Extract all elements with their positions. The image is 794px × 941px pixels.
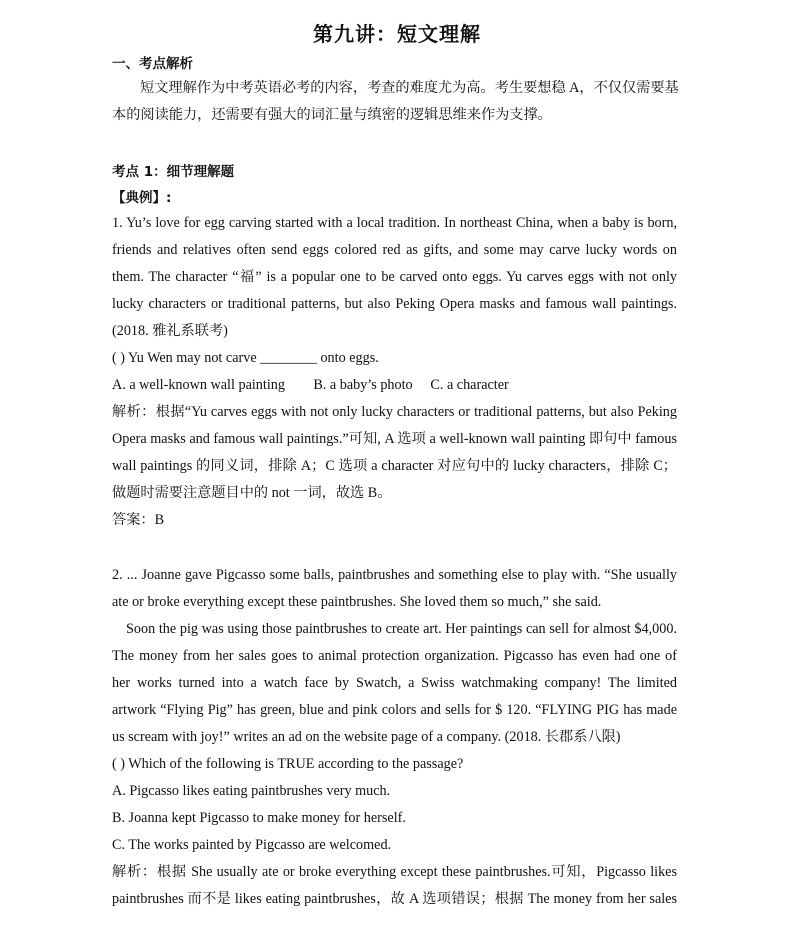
intro-paragraph-line-1: 短文理解作为中考英语必考的内容，考查的难度尤为高。考生要想稳 A，不仅仅需要基 bbox=[140, 80, 679, 96]
q2-passage-line: her works turned into a watch face by Swatch, a Swiss watchmaking company! The limited bbox=[112, 675, 677, 691]
q1-passage-line: lucky characters or traditional patterns, but also Peking Opera masks and famous wall paintings. bbox=[112, 296, 677, 312]
q1-analysis-line: 做题时需要注意题目中的 not 一词，故选 B。 bbox=[112, 485, 392, 501]
q2-passage-line: The money from her sales goes to animal protection organization. Pigcasso has even had one of bbox=[112, 648, 677, 664]
q1-question: ( ) Yu Wen may not carve ________ onto eggs. bbox=[112, 350, 379, 366]
q2-option-c: C. The works painted by Pigcasso are welcomed. bbox=[112, 837, 392, 853]
q2-option-a: A. Pigcasso likes eating paintbrushes very much. bbox=[112, 783, 391, 799]
q2-option-b: B. Joanna kept Pigcasso to make money for herself. bbox=[112, 810, 406, 826]
q2-analysis-line: 解析：根据 She usually ate or broke everything except these paintbrushes.可知，Pigcasso likes bbox=[112, 864, 677, 880]
kaodian-heading: 考点 1：细节理解题 bbox=[112, 164, 235, 180]
section-heading: 一、考点解析 bbox=[112, 56, 193, 72]
q1-analysis-line: wall paintings 的同义词，排除 A；C 选项 a character 对应句中的 lucky characters，排除 C； bbox=[112, 458, 677, 474]
q2-passage-line: artwork “Flying Pig” has green, blue and pink colors and sells for $ 120. “FLYING PIG has made bbox=[112, 702, 677, 718]
q2-passage-line: us scream with joy!” writes an ad on the website page of a company. (2018. 长郡系八限) bbox=[112, 729, 621, 745]
q2-analysis-line: paintbrushes 而不是 likes eating paintbrushes，故 A 选项错误；根据 The money from her sales bbox=[112, 891, 677, 907]
q2-passage-line: 2. ... Joanne gave Pigcasso some balls, paintbrushes and something else to play with. “She usually bbox=[112, 567, 677, 583]
q1-answer: 答案：B bbox=[112, 512, 165, 528]
q2-passage-line: ate or broke everything except these paintbrushes. She loved them so much,” she said. bbox=[112, 594, 602, 610]
q2-passage-line: Soon the pig was using those paintbrushes to create art. Her paintings can sell for almost $4,000. bbox=[126, 621, 677, 637]
q1-passage-source: (2018. 雅礼系联考) bbox=[112, 323, 228, 339]
q1-passage-line: friends and relatives often send eggs colored red as gifts, and some may carve lucky words on bbox=[112, 242, 677, 258]
intro-paragraph-line-2: 本的阅读能力，还需要有强大的词汇量与缜密的逻辑思维来作为支撑。 bbox=[112, 107, 552, 123]
q2-question: ( ) Which of the following is TRUE according to the passage? bbox=[112, 756, 464, 772]
q1-analysis-line: 解析：根据“Yu carves eggs with not only lucky characters or traditional patterns, but also Peking bbox=[112, 404, 677, 420]
q1-passage-line: 1. Yu’s love for egg carving started with a local tradition. In northeast China, when a baby is born, bbox=[112, 215, 677, 231]
q1-options: A. a well-known wall painting B. a baby’s photo C. a character bbox=[112, 377, 509, 393]
example-label: 【典例】: bbox=[112, 190, 172, 206]
q1-passage-line: them. The character “福” is a popular one to be carved onto eggs. Yu carves eggs with not only bbox=[112, 269, 677, 285]
q1-analysis-line: Opera masks and famous wall paintings.”可知, A 选项 a well-known wall painting 即句中 famous bbox=[112, 431, 677, 447]
page-title: 第九讲：短文理解 bbox=[313, 22, 481, 46]
